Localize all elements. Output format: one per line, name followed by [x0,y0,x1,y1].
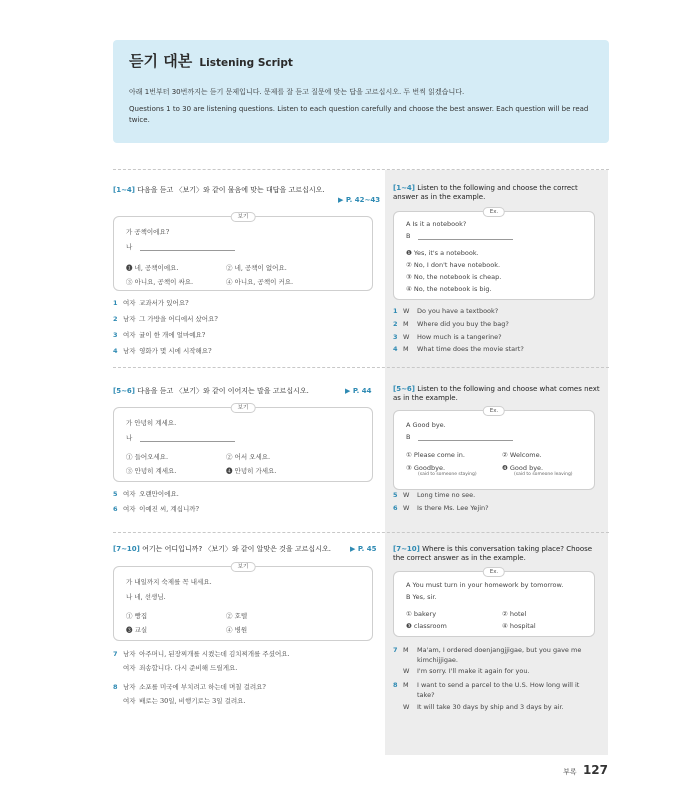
section-heading-korean [113,387,343,396]
line-text: It will take 30 days by ship and 3 days by air. [417,703,564,711]
example-box-english [393,571,595,637]
option: ③ 아니요, 공책이 싸요. [126,278,194,286]
script-line [393,681,579,690]
option: ② hotel [502,610,527,618]
script-line [113,650,290,659]
speaker: M [403,320,409,328]
line-text: 귤이 한 개에 얼마예요? [139,331,206,339]
section-title: 다음을 듣고 〈보기〉와 같이 물음에 맞는 대답을 고르십시오. [137,186,325,194]
section-title: Listen to the following and choose what comes next as in the example. [393,385,600,402]
item-number: 8 [113,683,118,691]
option: ② 어서 오세요. [226,453,271,461]
page-ref-text: ▶ P. 45 [350,545,377,553]
item-number: 2 [113,315,118,323]
speaker: 나 [126,243,133,251]
speaker: 남자 [123,650,136,658]
example-box-korean [113,566,373,641]
line-text: 교과서가 있어요? [139,299,189,307]
script-line [393,703,564,712]
example-box-english [393,410,595,490]
section-heading-english [393,184,603,202]
example-label: 보기 [231,562,256,572]
speaker: W [403,491,410,499]
option: ❸ 교실 [126,626,148,634]
speaker: 여자 [123,299,136,307]
script-line [113,697,246,706]
section-tag: [5~6] [393,385,416,393]
item-number: 5 [113,490,118,498]
speaker: M [403,681,409,689]
dialogue-line: 가 안녕히 계세요. [126,419,177,427]
item-number: 3 [393,333,398,341]
speaker: W [403,504,410,512]
section-tag: [7~10] [393,545,420,553]
option: ① 들어오세요. [126,453,169,461]
dialogue-line: A Good bye. [406,421,446,429]
option: ❶ 네, 공책이에요. [126,264,179,272]
divider [113,532,609,533]
line-text: 배로는 30일, 비행기로는 3일 걸려요. [139,697,246,705]
section-tag: [1~4] [113,186,136,194]
dialogue-line [126,433,235,442]
item-number: 4 [393,345,398,353]
line-text: 이예진 씨, 계십니까? [139,505,199,513]
script-line [393,333,502,342]
option-text: ❹ Good bye. [502,464,544,472]
page-ref-text: ▶ P. 42~43 [338,196,381,204]
instruction-english: Questions 1 to 30 are listening questions. Listen to each question carefully and choose the best answer. Each question will be read twice. [129,105,589,124]
script-line [393,320,509,329]
option-note: (said to someone leaving) [514,472,573,477]
divider [113,169,609,170]
section-tag: [7~10] [113,545,140,553]
line-text: kimchijjigae. [417,656,458,664]
title-english: Listening Script [199,57,293,69]
page-title [129,50,293,71]
script-line [393,345,524,354]
speaker: 여자 [123,331,136,339]
line-text: 영화가 몇 시에 시작해요? [139,347,212,355]
item-number: 2 [393,320,398,328]
line-text: What time does the movie start? [417,345,524,353]
script-line [393,667,530,676]
example-label: 보기 [231,212,256,222]
page-reference [350,545,377,554]
section-title: Where is this conversation taking place? Choose the correct answer as in the example. [393,545,593,562]
speaker: 남자 [123,683,136,691]
option: ② Welcome. [502,451,542,459]
speaker: M [403,345,409,353]
option-text: ③ Goodbye. [406,464,446,472]
example-label: Ex. [483,207,505,217]
script-line [113,490,179,499]
line-text: 오랜만이에요. [139,490,179,498]
speaker: 여자 [123,664,136,672]
item-number: 6 [393,504,398,512]
item-number: 1 [393,307,398,315]
example-box-korean [113,407,373,482]
speaker: W [403,703,410,711]
example-label: 보기 [231,403,256,413]
option: ① Please come in. [406,451,465,459]
option: ❸ classroom [406,622,447,630]
example-box-english [393,211,595,300]
script-line [113,505,199,514]
script-line [113,331,205,340]
example-label: Ex. [483,406,505,416]
section-heading-english [393,385,603,403]
speaker: W [403,307,410,315]
line-text: 그 가방을 어디에서 샀어요? [139,315,218,323]
item-number: 5 [393,491,398,499]
option: ④ 아니요, 공책이 커요. [226,278,294,286]
page-footer [563,763,608,777]
script-line [393,656,458,665]
section-title: 여기는 어디입니까? 〈보기〉와 같이 알맞은 것을 고르십시오. [142,545,331,553]
answer-blank [140,245,235,251]
option: ❶ Yes, it's a notebook. [406,249,479,257]
script-line [113,299,189,308]
option: ② 네, 공책이 없어요. [226,264,287,272]
speaker: 나 [126,434,133,442]
script-line [113,683,266,692]
option: ① 빵집 [126,612,148,620]
line-text: Ma'am, I ordered doenjangjjigae, but you gave me [417,646,582,654]
listening-script-header [113,40,609,143]
option: ② No, I don't have notebook. [406,261,501,269]
script-line [113,315,218,324]
option: ③ No, the notebook is cheap. [406,273,502,281]
line-text: Long time no see. [417,491,476,499]
dialogue-line [406,433,513,441]
option: ② 호텔 [226,612,248,620]
option: ④ No, the notebook is big. [406,285,492,293]
section-title: Listen to the following and choose the correct answer as in the example. [393,184,578,201]
script-line [393,504,489,513]
option: ❹ 안녕히 가세요. [226,467,277,475]
item-number: 7 [113,650,118,658]
speaker: 여자 [123,697,136,705]
line-text: How much is a tangerine? [417,333,502,341]
speaker: W [403,667,410,675]
line-text: Do you have a textbook? [417,307,499,315]
line-text: take? [417,691,435,699]
section-tag: [1~4] [393,184,416,192]
divider [113,367,609,368]
option [502,464,573,477]
line-text: 아주머니, 된장찌개를 시켰는데 김치찌개를 주셨어요. [139,650,290,658]
page-number: 127 [582,763,608,777]
script-line [113,347,212,356]
section-heading-english [393,545,603,563]
dialogue-line: A You must turn in your homework by tomorrow. [406,581,564,589]
page-reference [338,196,380,205]
page-reference [345,387,372,396]
script-line [393,646,581,655]
option: ④ 병원 [226,626,248,634]
title-korean: 듣기 대본 [129,52,193,70]
option: ④ hospital [502,622,536,630]
speaker: 남자 [123,347,136,355]
line-text: I want to send a parcel to the U.S. How long will it [417,681,580,689]
option: ① bakery [406,610,437,618]
dialogue-line: B Yes, sir. [406,593,437,601]
section-heading-korean [113,186,378,195]
dialogue-line [406,232,513,240]
answer-blank [418,435,513,441]
footer-label: 부록 [563,768,577,776]
answer-blank [418,234,513,240]
dialogue-line: 가 공책이에요? [126,228,170,236]
line-text: 죄송합니다. 다시 준비해 드릴게요. [139,664,238,672]
speaker: 여자 [123,490,136,498]
item-number: 6 [113,505,118,513]
line-text: Is there Ms. Lee Yejin? [417,504,489,512]
item-number: 7 [393,646,398,654]
section-heading-korean [113,545,353,554]
example-label: Ex. [483,567,505,577]
section-tag: [5~6] [113,387,136,395]
answer-blank [140,436,235,442]
script-line [393,691,435,700]
speaker: M [403,646,409,654]
instruction-korean: 아래 1번부터 30번까지는 듣기 문제입니다. 문제를 잘 듣고 질문에 맞는 답을 고르십시오. 두 번씩 읽겠습니다. [129,88,465,96]
section-title: 다음을 듣고 〈보기〉와 같이 이어지는 말을 고르십시오. [137,387,309,395]
example-box-korean [113,216,373,291]
dialogue-line: 가 내일까지 숙제를 꼭 내세요. [126,578,212,586]
speaker: W [403,333,410,341]
item-number: 3 [113,331,118,339]
item-number: 1 [113,299,118,307]
dialogue-line [126,242,235,251]
line-text: I'm sorry. I'll make it again for you. [417,667,530,675]
page-ref-text: ▶ P. 44 [345,387,372,395]
item-number: 8 [393,681,398,689]
option: ③ 안녕히 계세요. [126,467,177,475]
dialogue-line: A Is it a notebook? [406,220,467,228]
speaker: B [406,433,411,441]
option-note: (said to someone staying) [418,472,477,477]
script-line [393,491,475,500]
line-text: Where did you buy the bag? [417,320,509,328]
speaker: 남자 [123,315,136,323]
line-text: 소포를 미국에 부치려고 하는데 며칠 걸려요? [139,683,266,691]
script-line [113,664,237,673]
script-line [393,307,498,316]
speaker: 여자 [123,505,136,513]
item-number: 4 [113,347,118,355]
dialogue-line: 나 네, 선생님. [126,593,166,601]
option [406,464,477,477]
speaker: B [406,232,411,240]
